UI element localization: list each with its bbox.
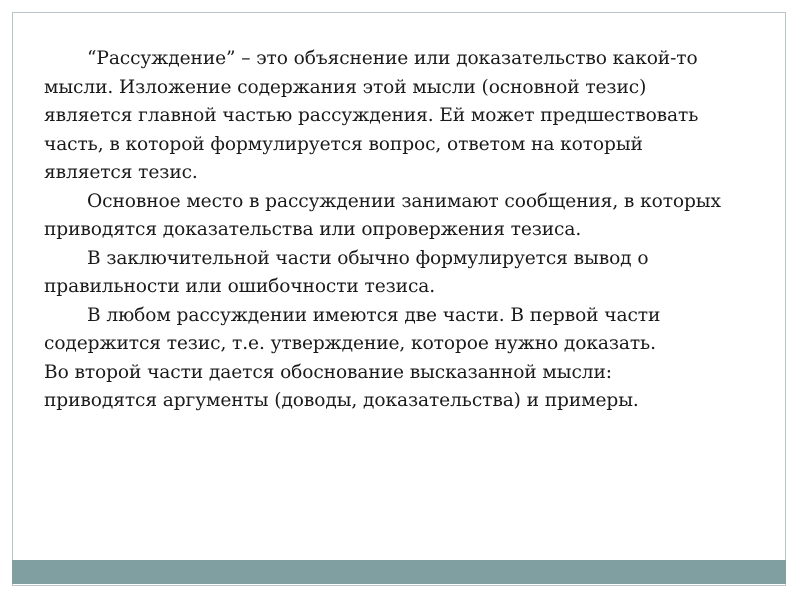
paragraph-3-line-1: В заключительной части обычно формулируется вывод о	[87, 247, 649, 269]
paragraph-1-line-2: мысли. Изложение содержания этой мысли (основной тезис)	[44, 76, 647, 98]
paragraph-4-line-3: Во второй части дается обоснование высказанной мысли:	[44, 361, 612, 383]
paragraph-1-line-5: является тезис.	[44, 162, 198, 183]
paragraph-2-line-1: Основное место в рассуждении занимают сообщения, в которых	[87, 190, 721, 212]
slide-text-body	[44, 45, 764, 416]
paragraph-4-line-2: содержится тезис, т.е. утверждение, которое нужно доказать.	[44, 333, 656, 354]
paragraph-1-line-3: является главной частью рассуждения. Ей может предшествовать	[44, 105, 699, 126]
paragraph-1-line-1: “Рассуждение” – это объяснение или доказательство какой-то	[87, 48, 698, 69]
paragraph-2-line-2: приводятся доказательства или опровержения тезиса.	[44, 219, 582, 240]
bottom-decor-band	[12, 560, 786, 584]
paragraph-4-line-1: В любом рассуждении имеются две части. В первой части	[87, 304, 661, 326]
paragraph-3-line-2: правильности или ошибочности тезиса.	[44, 276, 436, 297]
paragraph-1-line-4: часть, в которой формулируется вопрос, ответом на который	[44, 133, 643, 155]
paragraph-4-line-4: приводятся аргументы (доводы, доказательства) и примеры.	[44, 390, 639, 411]
